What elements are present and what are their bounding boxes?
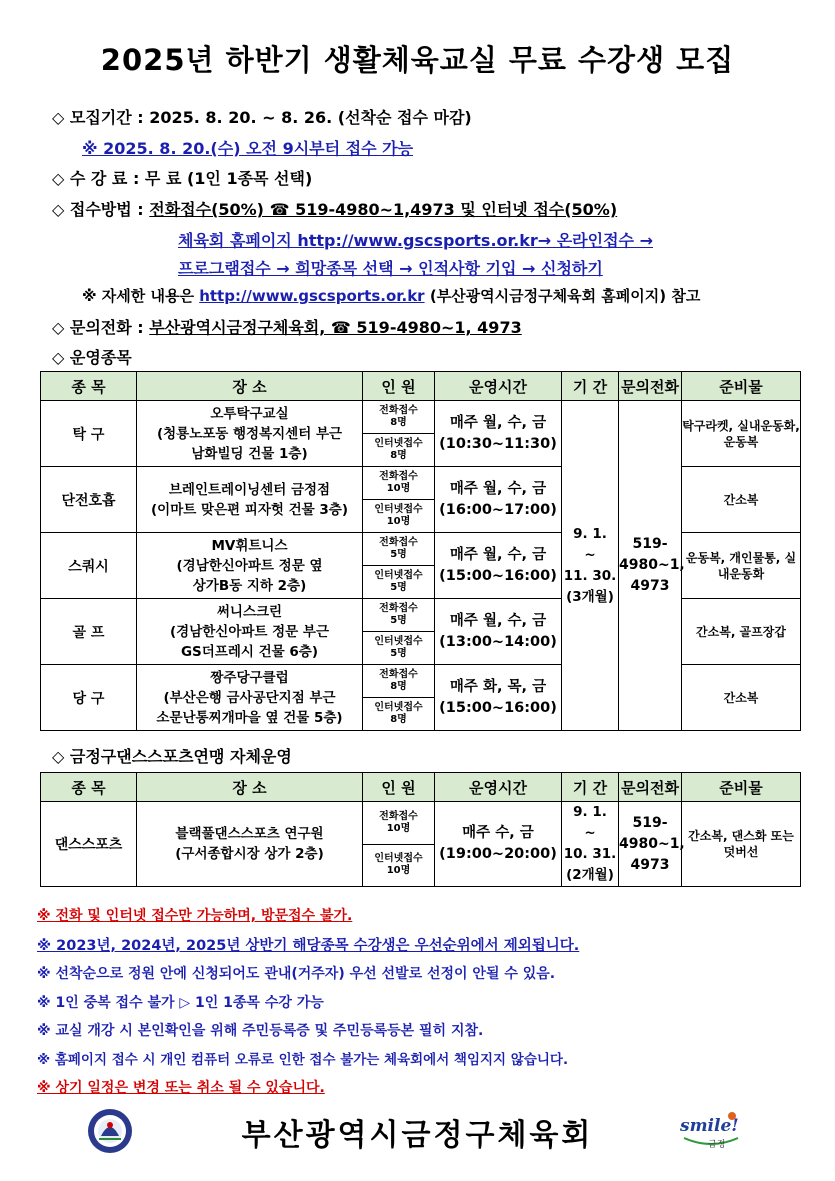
place-cell (137, 467, 363, 533)
contact-value: 부산광역시금정구체육회, ☎ 519-4980~1, 4973 (149, 318, 522, 337)
sport-name: 댄스스포츠 (41, 802, 137, 887)
capacity-count: 10명 (386, 865, 411, 877)
place-name: 브레인트레이닝센터 금정점 (168, 481, 331, 498)
note-homepage: ※ 홈페이지 접수 시 개인 컴퓨터 오류로 인한 접수 불가는 체육회에서 책임지지 않습니다. (37, 1052, 569, 1068)
capacity-label: 인터넷접수 (374, 636, 423, 647)
schedule-days: 매주 월, 수, 금 (449, 612, 547, 629)
place-detail: GS더프레시 건물 6층) (180, 643, 319, 660)
detail-prefix: ※ 자세한 내용은 (82, 287, 200, 305)
net-capacity (363, 500, 435, 533)
header-phone: 문의전화 (619, 372, 682, 401)
phone-capacity (363, 665, 435, 698)
period-start: 9. 1. (573, 525, 607, 542)
schedule-days: 매주 월, 수, 금 (449, 414, 547, 431)
page-title: 2025년 하반기 생활체육교실 무료 수강생 모집 (100, 43, 735, 77)
place-detail: 소문난통찌개마을 옆 건물 5층) (156, 709, 343, 726)
smile-logo-text: smile! (680, 1116, 739, 1136)
place-detail: (구서종합시장 상가 2층) (175, 846, 324, 862)
capacity-count: 10명 (386, 822, 411, 834)
schedule-days: 매주 화, 목, 금 (449, 678, 547, 695)
schedule-cell (435, 467, 562, 533)
header-prep: 준비물 (682, 773, 801, 802)
schedule-cell (435, 599, 562, 665)
capacity-count: 8명 (390, 450, 407, 461)
schedule-hours: (13:00~14:00) (439, 633, 557, 650)
capacity-count: 5명 (390, 549, 407, 560)
phone-capacity (363, 533, 435, 566)
note-change: ※ 상기 일정은 변경 또는 취소 될 수 있습니다. (37, 1080, 325, 1096)
period-end: 11. 30. (563, 567, 617, 584)
prep-cell: 간소복 (682, 665, 801, 731)
header-prep: 준비물 (682, 372, 801, 401)
period-sep: ~ (584, 825, 596, 841)
sport-name: 당 구 (41, 665, 137, 731)
table-row (41, 401, 801, 434)
contact-label: ◇ 문의전화 : (52, 318, 150, 337)
schedule-hours: (19:00~20:00) (439, 846, 557, 862)
capacity-count: 8명 (390, 417, 407, 428)
header-place: 장 소 (137, 372, 363, 401)
prep-cell: 간소복, 골프장갑 (682, 599, 801, 665)
place-detail: (부산은행 금사공단지점 부근 (163, 689, 336, 706)
capacity-label: 인터넷접수 (374, 438, 423, 449)
table-row (41, 599, 801, 632)
schedule-days: 매주 월, 수, 금 (449, 546, 547, 563)
operations-table (40, 371, 801, 731)
header-sport: 종 목 (41, 372, 137, 401)
period-cell (562, 401, 619, 731)
period-end: 10. 31. (563, 846, 617, 862)
note-id: ※ 교실 개강 시 본인확인을 위해 주민등록증 및 주민등록등본 필히 지참. (37, 1023, 484, 1039)
net-capacity (363, 434, 435, 467)
sport-name: 스쿼시 (41, 533, 137, 599)
prep-cell: 운동복, 개인물통, 실내운동화 (682, 533, 801, 599)
period-sep: ~ (584, 546, 596, 563)
period-months: (3개월) (566, 588, 614, 605)
place-cell (137, 401, 363, 467)
capacity-label: 인터넷접수 (374, 702, 423, 713)
phone-capacity (363, 802, 435, 845)
dance-table (40, 772, 801, 887)
capacity-count: 5명 (390, 582, 407, 593)
phone-capacity (363, 401, 435, 434)
capacity-label: 인터넷접수 (374, 853, 423, 865)
method-steps-2: 프로그램접수 → 희망종목 선택 → 인적사항 기입 → 신청하기 (178, 259, 603, 278)
org-name: 부산광역시금정구체육회 (241, 1118, 594, 1153)
phone-line: 4973 (630, 856, 670, 873)
sport-name: 탁 구 (41, 401, 137, 467)
phone-line: 4980~1, (619, 557, 685, 573)
table-row (41, 802, 801, 845)
place-cell (137, 665, 363, 731)
net-capacity (363, 566, 435, 599)
capacity-label: 전화접수 (379, 669, 418, 680)
place-cell (137, 599, 363, 665)
header-capacity: 인 원 (363, 372, 435, 401)
recruit-period: ◇ 모집기간 : 2025. 8. 20. ~ 8. 26. (선착순 접수 마감) (52, 108, 472, 127)
schedule-hours: (15:00~16:00) (439, 567, 557, 584)
phone-line: 4980~1, (619, 835, 685, 852)
schedule-days: 매주 월, 수, 금 (449, 480, 547, 497)
section2-heading: ◇ 금정구댄스스포츠연맹 자체운영 (52, 747, 292, 766)
method-label: ◇ 접수방법 : (52, 200, 150, 219)
table-row (41, 665, 801, 698)
sport-name: 골 프 (41, 599, 137, 665)
note-visit: ※ 전화 및 인터넷 접수만 가능하며, 방문접수 불가. (37, 908, 353, 924)
prep-cell: 간소복 (682, 467, 801, 533)
method-info (52, 197, 617, 220)
phone-cell (619, 802, 685, 887)
header-sport: 종 목 (41, 773, 137, 802)
place-name: 블랙풀댄스스포츠 연구원 (175, 826, 324, 842)
schedule-cell (435, 533, 562, 599)
schedule-hours: (10:30~11:30) (439, 435, 557, 452)
smile-logo (676, 1108, 746, 1152)
sport-name: 단전호흡 (41, 467, 137, 533)
table-row (41, 467, 801, 500)
place-detail: (이마트 맞은편 피자헛 건물 3층) (150, 501, 349, 518)
capacity-label: 전화접수 (379, 810, 418, 822)
place-name: 오투탁구교실 (210, 405, 289, 422)
schedule-cell (435, 802, 562, 887)
capacity-label: 전화접수 (379, 537, 418, 548)
place-detail: 상가B동 지하 2층) (192, 577, 307, 594)
schedule-cell (435, 401, 562, 467)
phone-capacity (363, 467, 435, 500)
contact-info (52, 315, 522, 338)
period-months: (2개월) (566, 867, 614, 883)
schedule-days: 매주 수, 금 (462, 825, 534, 841)
detail-info (82, 285, 700, 306)
place-detail: 남화빌딩 건물 1층) (191, 445, 308, 462)
phone-line: 519- (632, 814, 668, 831)
note-resident: ※ 선착순으로 정원 안에 신청되어도 관내(거주자) 우선 선발로 선정이 안될 수 있음. (37, 966, 556, 982)
place-detail: (청룡노포동 행정복지센터 부근 (156, 425, 343, 442)
place-cell (137, 533, 363, 599)
recruit-note: ※ 2025. 8. 20.(수) 오전 9시부터 접수 가능 (82, 139, 414, 158)
schedule-cell (435, 665, 562, 731)
capacity-label: 전화접수 (379, 603, 418, 614)
capacity-count: 5명 (390, 648, 407, 659)
place-cell (137, 802, 363, 887)
capacity-count: 5명 (390, 615, 407, 626)
table-header-row (41, 372, 801, 401)
phone-cell (619, 401, 685, 731)
note-priority: ※ 2023년, 2024년, 2025년 상반기 해당종목 수강생은 우선순위에서 제외됩니다. (37, 938, 580, 954)
note-duplicate: ※ 1인 중복 접수 불가 ▷ 1인 1종목 수강 가능 (37, 995, 324, 1011)
capacity-label: 전화접수 (379, 471, 418, 482)
header-time: 운영시간 (435, 372, 562, 401)
place-name: 짱주당구클럽 (210, 669, 289, 686)
header-period: 기 간 (562, 372, 619, 401)
header-phone: 문의전화 (619, 773, 682, 802)
fee-info: ◇ 수 강 료 : 무 료 (1인 1종목 선택) (52, 169, 313, 188)
capacity-count: 8명 (390, 714, 407, 725)
section1-heading: ◇ 운영종목 (52, 348, 132, 367)
method-steps-1[interactable]: 체육회 홈페이지 http://www.gscsports.or.kr→ 온라인접수 → (178, 231, 653, 250)
place-detail: (경남한신아파트 정문 옆 (176, 557, 323, 574)
capacity-count: 8명 (390, 681, 407, 692)
period-start: 9. 1. (573, 804, 607, 820)
net-capacity (363, 698, 435, 731)
phone-line: 4973 (630, 578, 670, 594)
header-place: 장 소 (137, 773, 363, 802)
net-capacity (363, 844, 435, 887)
homepage-link[interactable]: http://www.gscsports.or.kr (199, 287, 425, 305)
table-header-row (41, 773, 801, 802)
smile-logo-sub: 금정 (708, 1140, 726, 1150)
capacity-label: 인터넷접수 (374, 504, 423, 515)
place-detail: (경남한신아파트 정문 부근 (169, 623, 330, 640)
place-name: 써니스크린 (216, 603, 283, 620)
place-name: MV휘트니스 (211, 537, 288, 554)
capacity-label: 전화접수 (379, 405, 418, 416)
capacity-count: 10명 (386, 483, 411, 494)
header-capacity: 인 원 (363, 773, 435, 802)
header-time: 운영시간 (435, 773, 562, 802)
period-cell (562, 802, 619, 887)
phone-line: 519- (632, 536, 668, 552)
prep-cell: 탁구라켓, 실내운동화, 운동복 (682, 401, 801, 467)
method-value: 전화접수(50%) ☎ 519-4980~1,4973 및 인터넷 접수(50%) (149, 200, 618, 219)
prep-cell: 간소복, 댄스화 또는 덧버선 (682, 802, 801, 887)
detail-suffix: (부산광역시금정구체육회 홈페이지) 참고 (424, 287, 701, 305)
capacity-label: 인터넷접수 (374, 570, 423, 581)
phone-capacity (363, 599, 435, 632)
net-capacity (363, 632, 435, 665)
table-row (41, 533, 801, 566)
header-period: 기 간 (562, 773, 619, 802)
schedule-hours: (15:00~16:00) (439, 699, 557, 716)
capacity-count: 10명 (386, 516, 411, 527)
schedule-hours: (16:00~17:00) (439, 501, 557, 518)
